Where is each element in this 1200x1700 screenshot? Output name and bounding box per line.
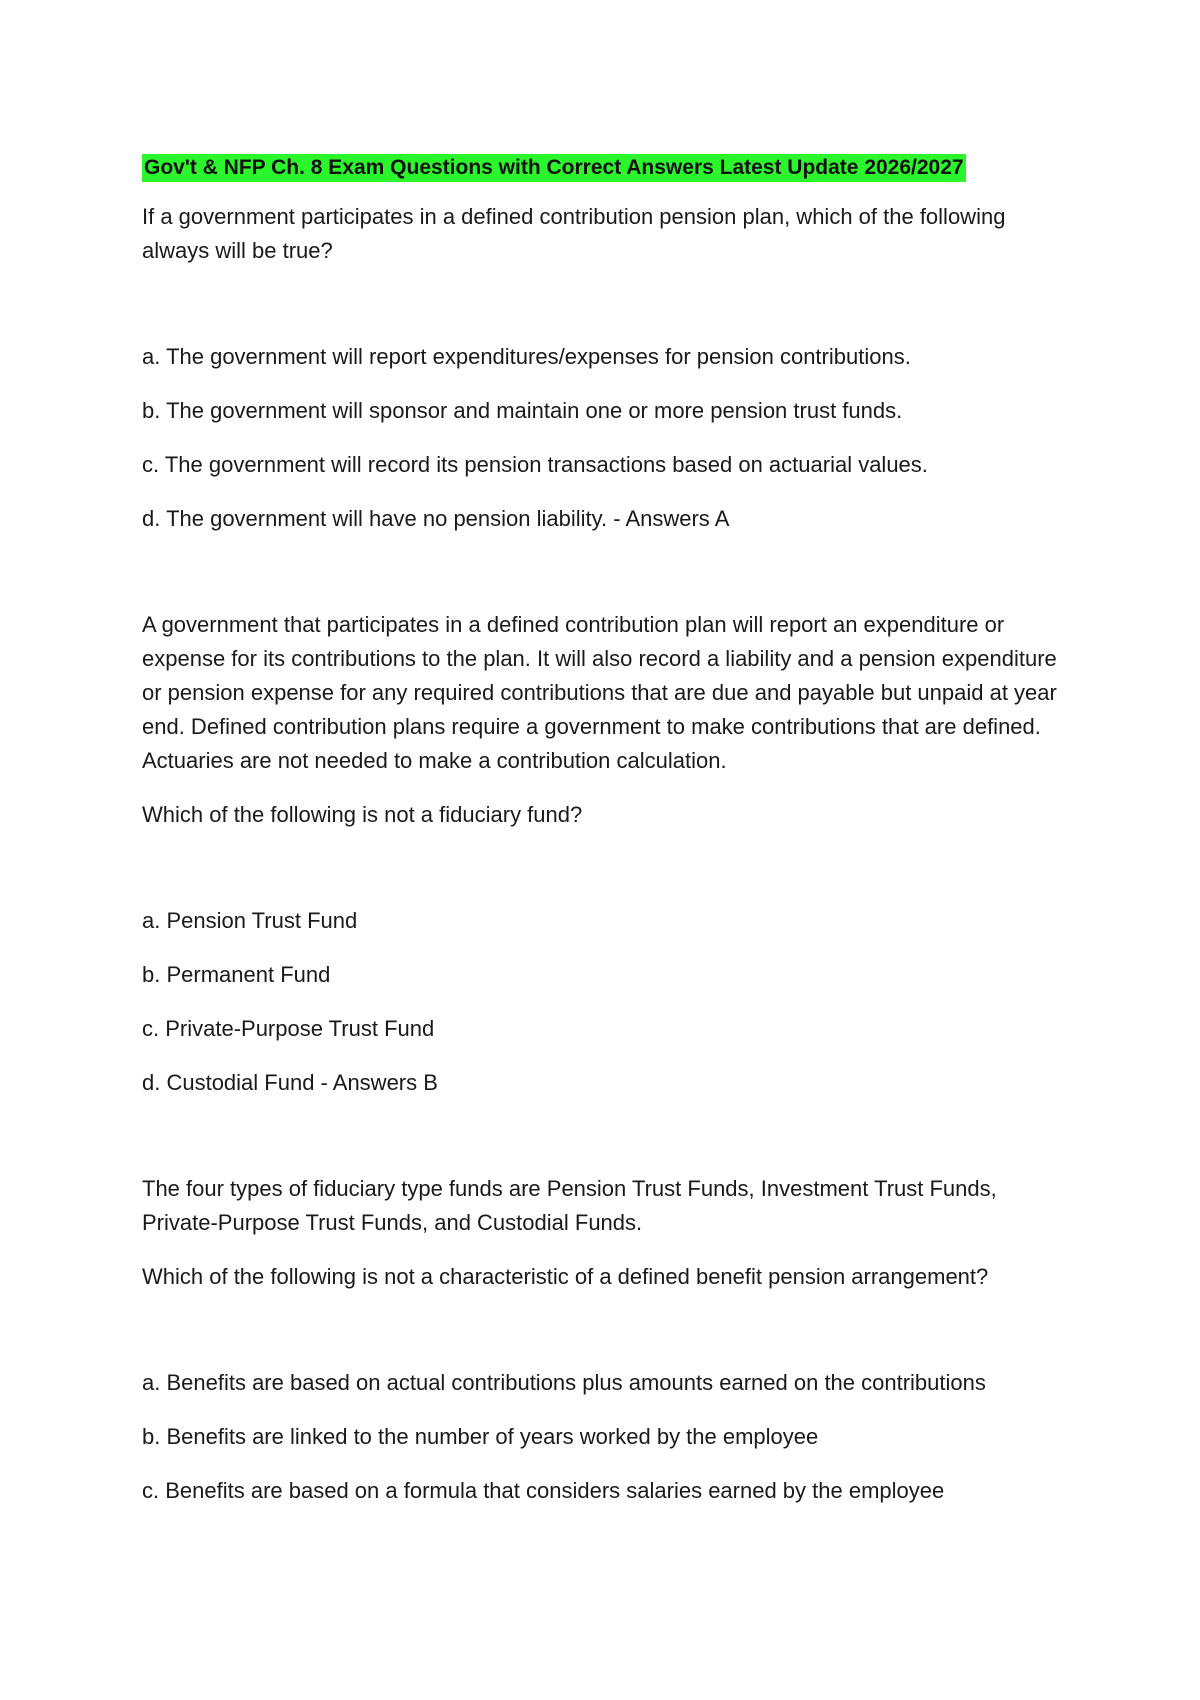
- answer-option: a. The government will report expenditures/expenses for pension contributions.: [142, 344, 911, 369]
- answer-option: d. Custodial Fund - Answers B: [142, 1070, 438, 1095]
- answer-option: b. Benefits are linked to the number of years worked by the employee: [142, 1424, 819, 1449]
- document-title: Gov't & NFP Ch. 8 Exam Questions with Correct Answers Latest Update 2026/2027: [142, 154, 966, 182]
- answer-option: d. The government will have no pension liability. - Answers A: [142, 506, 730, 531]
- question-text: Which of the following is not a fiduciary fund?: [142, 802, 583, 827]
- answer-option: a. Pension Trust Fund: [142, 908, 358, 933]
- answer-option: a. Benefits are based on actual contributions plus amounts earned on the contributions: [142, 1370, 986, 1395]
- document-page: [142, 150, 1067, 1528]
- question-text: Which of the following is not a characteristic of a defined benefit pension arrangement?: [142, 1264, 989, 1289]
- answer-explanation: The four types of fiduciary type funds are Pension Trust Funds, Investment Trust Funds, Private-Purpose Trust Funds, and Custodial Funds.: [142, 1176, 997, 1235]
- question-text: If a government participates in a defined contribution pension plan, which of the following always will be true?: [142, 204, 1006, 263]
- answer-option: b. The government will sponsor and maintain one or more pension trust funds.: [142, 398, 903, 423]
- answer-explanation: A government that participates in a defined contribution plan will report an expenditure or expense for its contributions to the plan. It will also record a liability and a pension expenditure or pension expense for any required contributions that are due and payable but unpaid at year end. Defined contribution plans require a government to make contributions that are defined. Actuaries are not needed to make a contribution calculation.: [142, 612, 1057, 773]
- answer-option: c. The government will record its pension transactions based on actuarial values.: [142, 452, 928, 477]
- answer-option: c. Benefits are based on a formula that considers salaries earned by the employee: [142, 1478, 945, 1503]
- answer-option: c. Private-Purpose Trust Fund: [142, 1016, 435, 1041]
- answer-option: b. Permanent Fund: [142, 962, 331, 987]
